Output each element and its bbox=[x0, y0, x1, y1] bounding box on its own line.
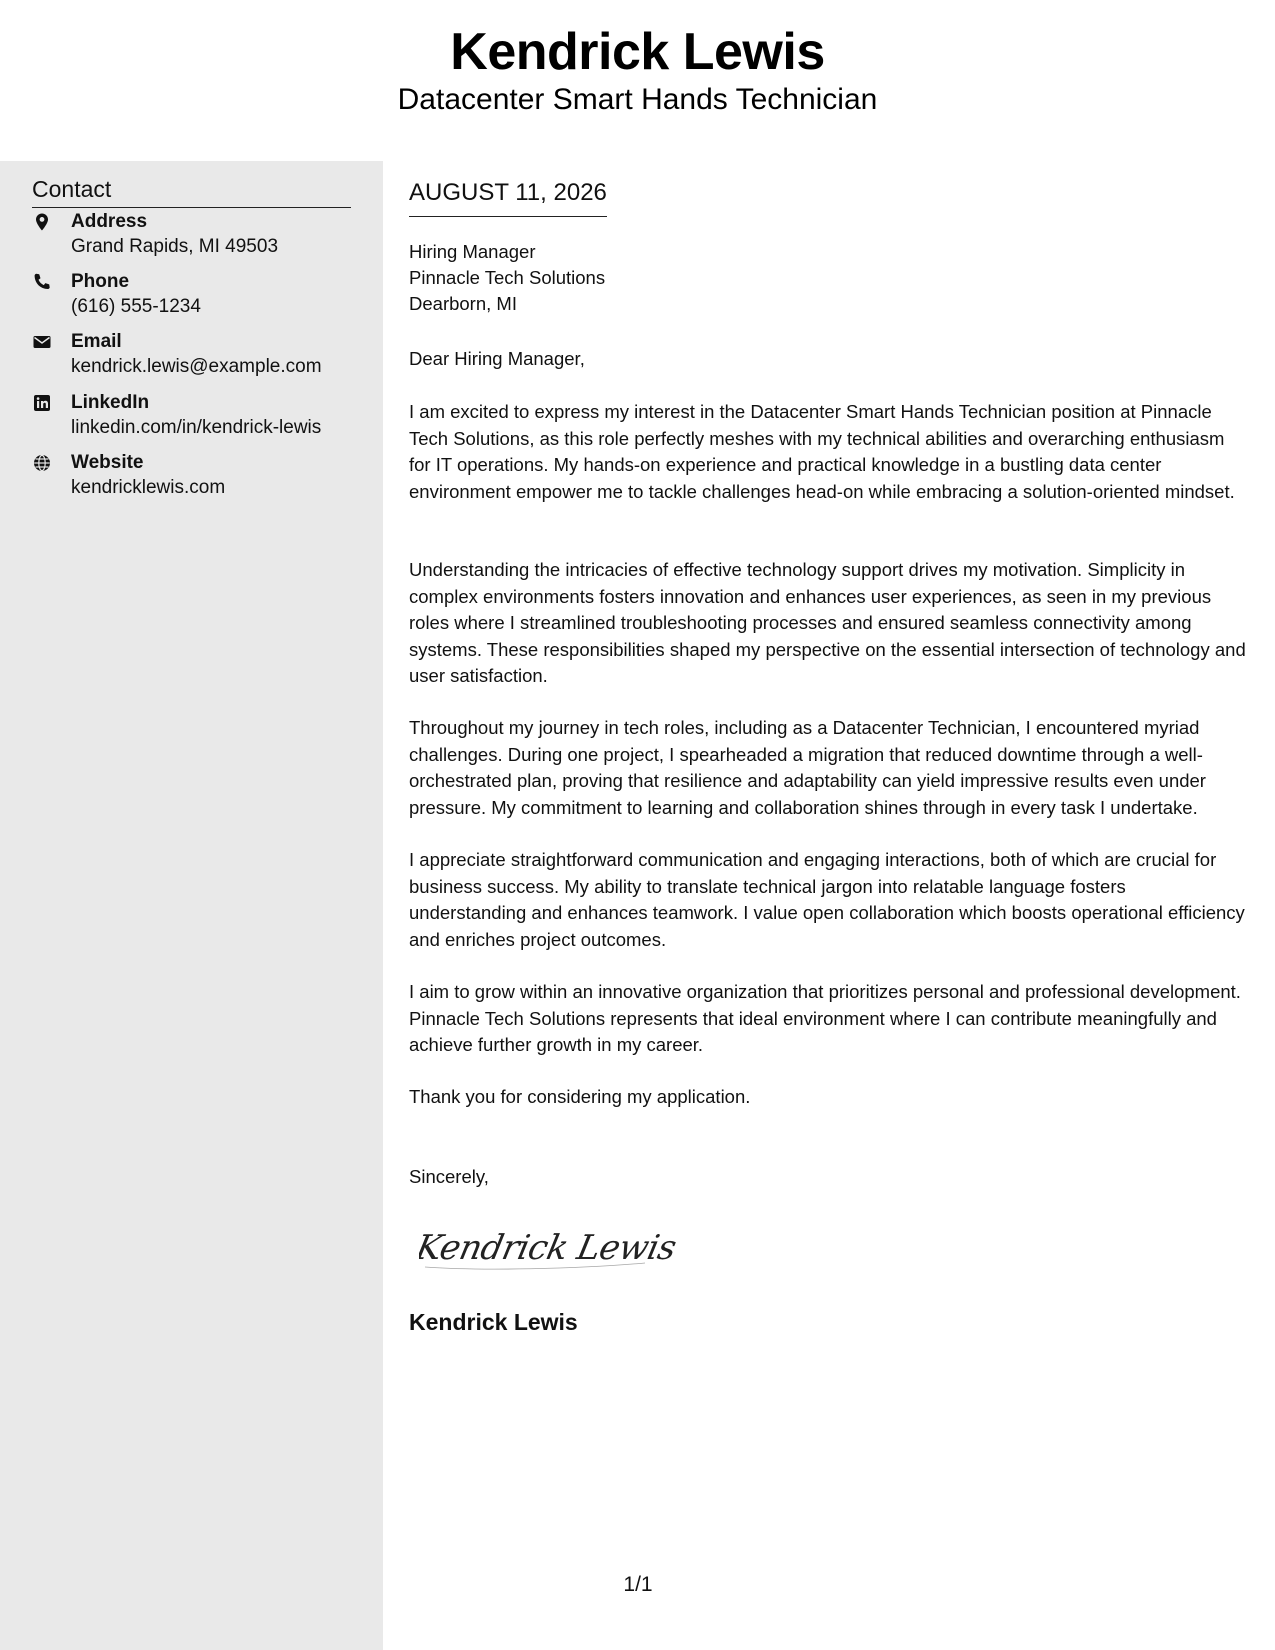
phone-icon bbox=[32, 272, 54, 294]
contact-value-address: Grand Rapids, MI 49503 bbox=[71, 236, 279, 257]
letter-paragraph: I appreciate straightforward communication and engaging interactions, both of which are crucial for business success. My ability to translate technical jargon into relatable language fosters understanding and enhances teamwork. I value open collaboration which boosts operational efficiency and enriches project outcomes. bbox=[409, 849, 1245, 950]
page-number: 1/1 bbox=[623, 1573, 653, 1596]
handwritten-signature bbox=[419, 1217, 679, 1277]
map-pin-icon bbox=[32, 212, 54, 234]
contact-value-phone: (616) 555-1234 bbox=[71, 296, 201, 317]
letter-paragraph: Understanding the intricacies of effective technology support drives my motivation. Simplicity in complex environments fosters innovation and enhances user experiences, as seen in my previous roles where I streamlined troubleshooting processes and ensured seamless connectivity among systems. These responsibilities shaped my perspective on the essential intersection of technology and user satisfaction. bbox=[409, 559, 1246, 686]
contact-value-linkedin: linkedin.com/in/kendrick-lewis bbox=[71, 417, 322, 438]
letter-paragraph: Throughout my journey in tech roles, including as a Datacenter Technician, I encountered myriad challenges. During one project, I spearheaded a migration that reduced downtime through a well-orchestrated plan, proving that resilience and adaptability can yield impressive results even under pressure. My commitment to learning and collaboration shines through in every task I undertake. bbox=[409, 717, 1206, 818]
signer-name: Kendrick Lewis bbox=[409, 1309, 578, 1335]
contact-value-email: kendrick.lewis@example.com bbox=[71, 356, 322, 377]
closing: Sincerely, bbox=[409, 1166, 489, 1187]
contact-heading: Contact bbox=[32, 175, 351, 208]
contact-item-website bbox=[32, 451, 362, 507]
contact-item-address bbox=[32, 210, 362, 266]
svg-text:Kendrick Lewis: Kendrick Lewis bbox=[419, 1228, 679, 1268]
contact-sidebar bbox=[0, 161, 383, 1650]
letter-paragraph: Thank you for considering my application. bbox=[409, 1086, 751, 1107]
envelope-icon bbox=[32, 332, 54, 354]
letter-header bbox=[0, 0, 1275, 161]
contact-label-website: Website bbox=[71, 452, 144, 473]
contact-item-linkedin bbox=[32, 391, 362, 447]
salutation: Dear Hiring Manager, bbox=[409, 348, 585, 369]
contact-item-email bbox=[32, 330, 362, 386]
applicant-name: Kendrick Lewis bbox=[450, 23, 825, 81]
recipient-block bbox=[409, 239, 605, 317]
recipient-line: Dearborn, MI bbox=[409, 293, 517, 314]
applicant-job-title: Datacenter Smart Hands Technician bbox=[397, 83, 878, 116]
contact-value-website: kendricklewis.com bbox=[71, 477, 226, 498]
linkedin-icon bbox=[32, 393, 54, 415]
contact-label-phone: Phone bbox=[71, 271, 130, 292]
contact-label-address: Address bbox=[71, 211, 148, 232]
contact-label-email: Email bbox=[71, 331, 122, 352]
globe-icon bbox=[32, 453, 54, 475]
contact-label-linkedin: LinkedIn bbox=[71, 392, 150, 413]
recipient-line: Pinnacle Tech Solutions bbox=[409, 267, 606, 288]
recipient-line: Hiring Manager bbox=[409, 241, 536, 262]
letter-date: AUGUST 11, 2026 bbox=[409, 178, 607, 217]
letter-paragraph: I aim to grow within an innovative organization that prioritizes personal and professional development. Pinnacle Tech Solutions represents that ideal environment where I can contribute meaningfully and achieve further growth in my career. bbox=[409, 981, 1241, 1055]
letter-paragraph: I am excited to express my interest in the Datacenter Smart Hands Technician position at Pinnacle Tech Solutions, as this role perfectly meshes with my technical abilities and overarching enthusiasm for IT operations. My hands-on experience and practical knowledge in a bustling data center environment empower me to tackle challenges head-on while embracing a solution-oriented mindset. bbox=[409, 401, 1235, 502]
contact-item-phone bbox=[32, 270, 362, 326]
